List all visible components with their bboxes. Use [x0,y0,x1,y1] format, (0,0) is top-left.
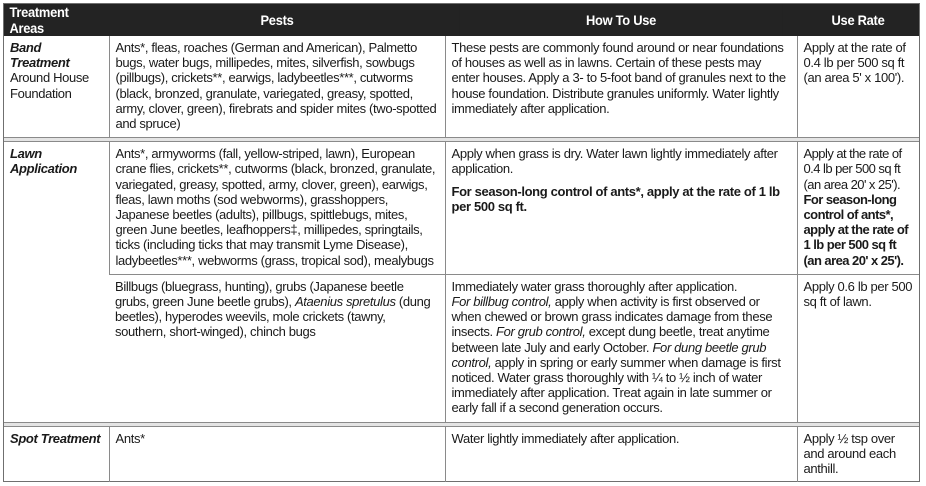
lawn-rate-text-1: Apply at the rate of 0.4 lb per 500 sq ft (an area 20' x 25'). [803,146,902,192]
lawn-rate-cell-2: Apply 0.6 lb per 500 sq ft of lawn. [797,274,919,422]
header-how-to-use: How To Use [459,4,783,36]
treatment-table-frame [3,3,920,482]
row-band-treatment [4,36,919,138]
lawn-area-title: Lawn Application [10,146,77,177]
spot-pests-cell: Ants* [109,426,445,482]
lawn-rate-season-ants: For season-long control of ants*, apply at the rate of 1 lb per 500 sq ft (an area 20' x 25'). [803,191,909,268]
row-lawn-application-1 [4,142,919,275]
band-how-cell: These pests are commonly found around or near foundations of houses as well as in lawns. Certain of these pests may enter houses. Apply a 3- to 5-foot band of granules next to the house foundation. Distribute granules uniformly. Water lightly immediately after application. [445,36,797,138]
spot-area-title: Spot Treatment [10,430,101,446]
lawn-how-billbug-label: For billbug control, [451,294,552,310]
band-area-subtitle: Around House Foundation [10,70,89,101]
lawn-how-text-1: Apply when grass is dry. Water lawn lightly immediately after application. [451,146,778,177]
row-lawn-application-2 [4,274,919,422]
lawn-rate-cell-1 [797,142,919,275]
lawn-how-grub-label: For grub control, [496,324,586,340]
lawn-area-cell [4,142,109,422]
lawn-pests-2b: (dung beetles), hyperodes weevils, mole crickets (tawny, southern, short-winged), chinch bugs [115,294,431,340]
band-rate-cell: Apply at the rate of 0.4 lb per 500 sq ft (an area 5' x 100'). [797,36,919,138]
lawn-how-2d: apply in spring or early summer when damage is first noticed. Water grass thoroughly with ¼ to ½ inch of water immediately after application. Treat again in late summer or early fall if a second generation occurs. [451,354,781,416]
header-treatment-areas: Treatment Areas [4,4,101,36]
lawn-pests-cell-1: Ants*, armyworms (fall, yellow-striped, lawn), European crane flies, crickets**, cutworms (black, bronzed, granulate, variegated, greasy, spotted, army, clover, green), earwigs, fleas, lawn moths (sod webworms), grasshoppers, Japanese beetles (adults), pillbugs, spittlebugs, mites, green June beetles, leafhoppers‡, millipedes, springtails, ticks (including ticks that may transmit Lyme Disease), ladybeetles***, webworms (grass, tropical sod), mealybugs [109,142,445,275]
row-spot-treatment [4,426,919,482]
spot-rate-cell: Apply ½ tsp over and around each anthill. [797,426,919,482]
header-row [4,4,919,36]
lawn-how-2c: except dung beetle, treat anytime between late July and early October. [451,324,770,355]
band-pests-cell: Ants*, fleas, roaches (German and American), Palmetto bugs, water bugs, millipedes, mites, silverfish, sowbugs (pillbugs), crickets**, earwigs, ladybeetles***, cutworms (black, bronzed, granulate, variegated, greasy, spotted, army, clover, green), firebrats and spider mites (two-spotted and spruce) [109,36,445,138]
spot-area-cell [4,426,109,482]
lawn-how-2b: apply when activity is first observed or when chewed or brown grass indicates damage from these insects. [451,294,773,340]
lawn-how-2a: Immediately water grass thoroughly after application. [451,278,738,294]
lawn-how-dung-label: For dung beetle grub control, [451,339,767,370]
lawn-pests-2-species: Ataenius spretulus [294,294,396,310]
lawn-how-cell-2 [445,274,797,422]
lawn-how-cell-1 [445,142,797,275]
lawn-pests-cell-2 [109,274,445,422]
lawn-pests-2a: Billbugs (bluegrass, hunting), grubs (Japanese beetle grubs, green June beetle grubs), [115,278,404,310]
header-use-rate: Use Rate [802,4,914,36]
band-area-cell [4,36,109,138]
spot-how-cell: Water lightly immediately after application. [445,426,797,482]
lawn-how-season-ants: For season-long control of ants*, apply at the rate of 1 lb per 500 sq ft. [451,183,780,214]
treatment-table [4,4,919,482]
header-pests: Pests [122,4,431,36]
band-area-title: Band Treatment [10,40,70,71]
